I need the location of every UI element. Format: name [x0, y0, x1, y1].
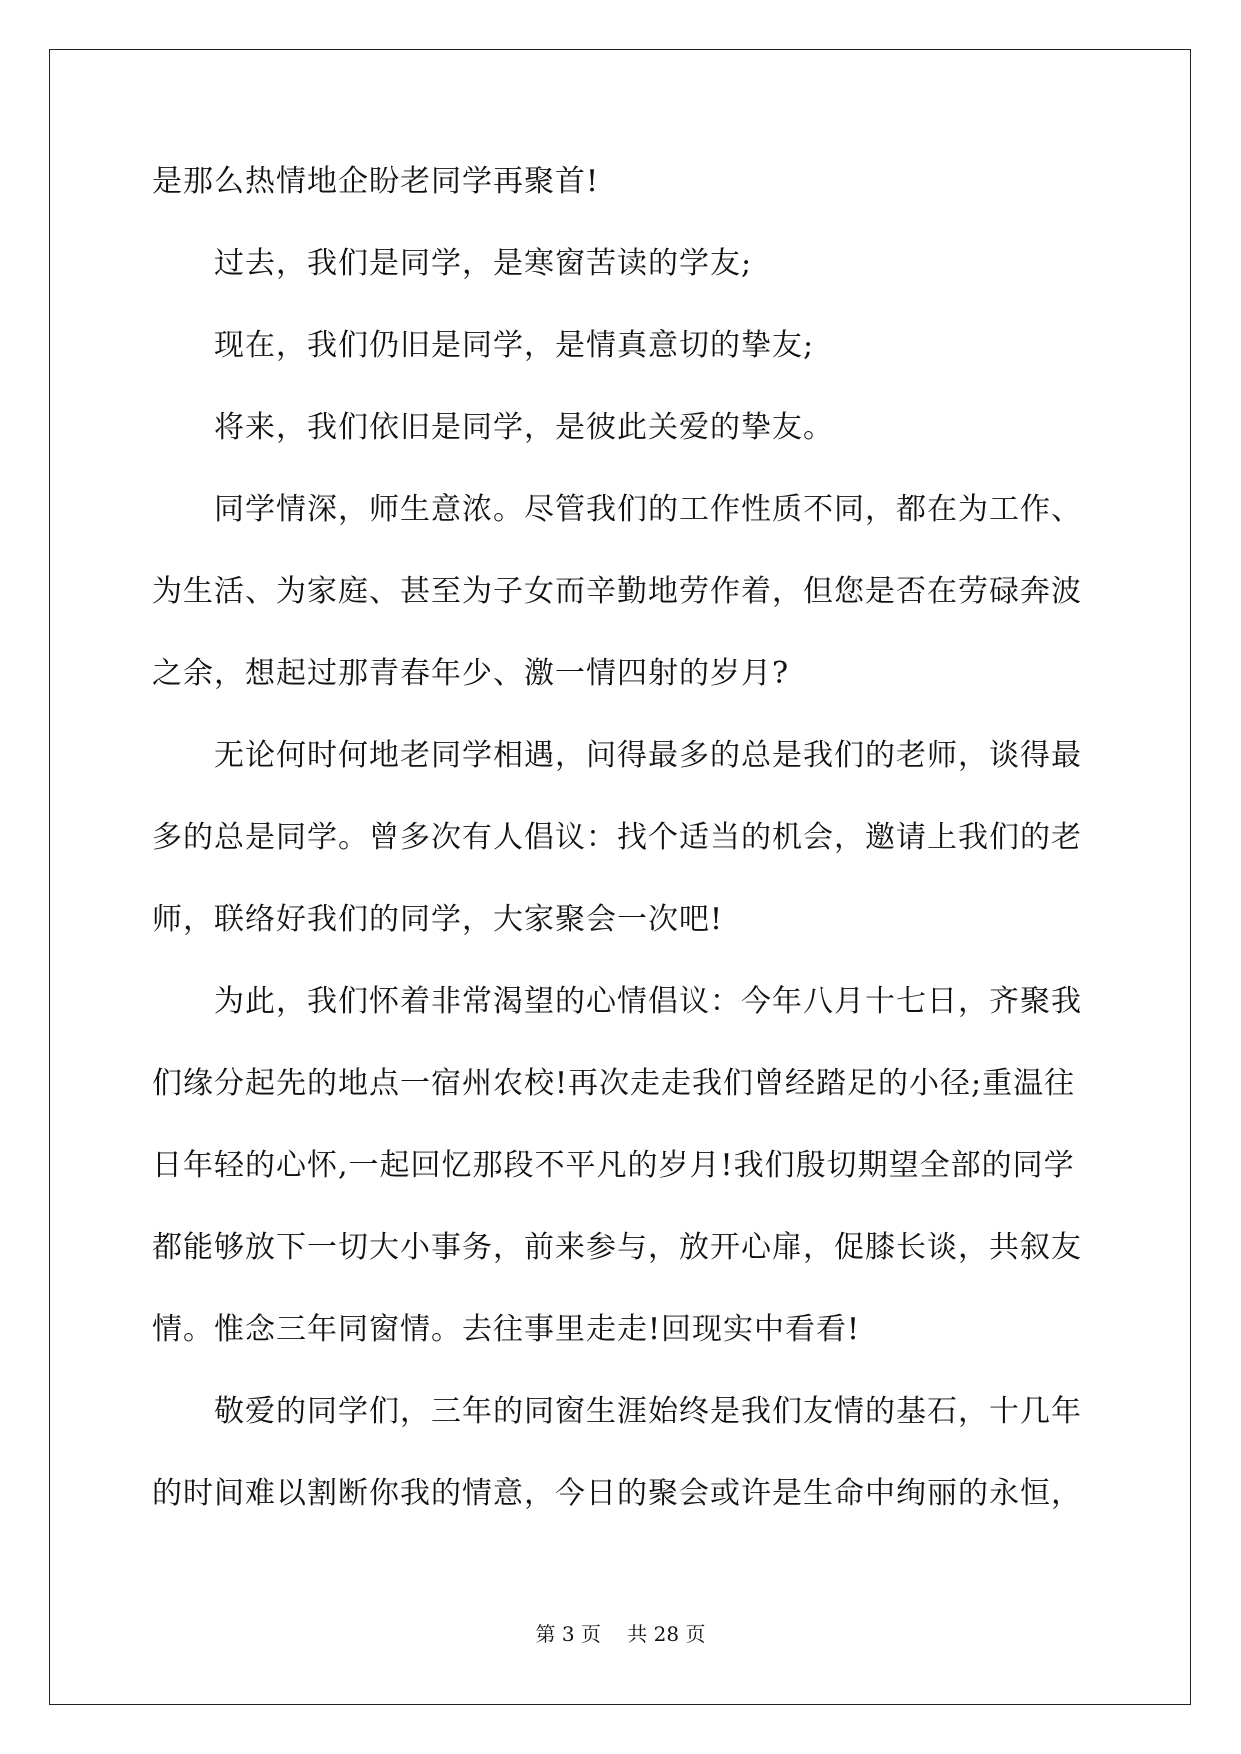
text-line: 为此，我们怀着非常渴望的心情倡议：今年八月十七日，齐聚我	[152, 984, 1082, 1019]
text-line: 们缘分起先的地点一宿州农校!再次走走我们曾经踏足的小径;重温往	[152, 1066, 1076, 1101]
text-line: 敬爱的同学们，三年的同窗生涯始终是我们友情的基石，十几年	[152, 1394, 1082, 1429]
text-line: 将来，我们依旧是同学，是彼此关爱的挚友。	[152, 410, 834, 445]
text-line: 是那么热情地企盼老同学再聚首!	[152, 164, 600, 199]
text-line: 现在，我们仍旧是同学，是情真意切的挚友;	[152, 328, 815, 363]
text-line: 过去，我们是同学，是寒窗苦读的学友;	[152, 246, 753, 281]
text-line: 之余，想起过那青春年少、激一情四射的岁月?	[152, 656, 790, 691]
page-number-footer: 第 3 页 共 28 页	[535, 1622, 706, 1646]
text-line: 日年轻的心怀,一起回忆那段不平凡的岁月!我们殷切期望全部的同学	[152, 1148, 1075, 1183]
text-line: 师，联络好我们的同学，大家聚会一次吧!	[152, 902, 724, 937]
text-line: 的时间难以割断你我的情意，今日的聚会或许是生命中绚丽的永恒，	[152, 1476, 1082, 1511]
text-line: 为生活、为家庭、甚至为子女而辛勤地劳作着，但您是否在劳碌奔波	[152, 574, 1082, 609]
text-line: 都能够放下一切大小事务，前来参与，放开心扉，促膝长谈，共叙友	[152, 1230, 1082, 1265]
text-line: 无论何时何地老同学相遇，问得最多的总是我们的老师，谈得最	[152, 738, 1082, 773]
page-border	[49, 49, 1191, 1705]
text-line: 同学情深，师生意浓。尽管我们的工作性质不同，都在为工作、	[152, 492, 1082, 527]
text-line: 多的总是同学。曾多次有人倡议：找个适当的机会，邀请上我们的老	[152, 820, 1082, 855]
text-line: 情。惟念三年同窗情。去往事里走走!回现实中看看!	[152, 1312, 861, 1347]
